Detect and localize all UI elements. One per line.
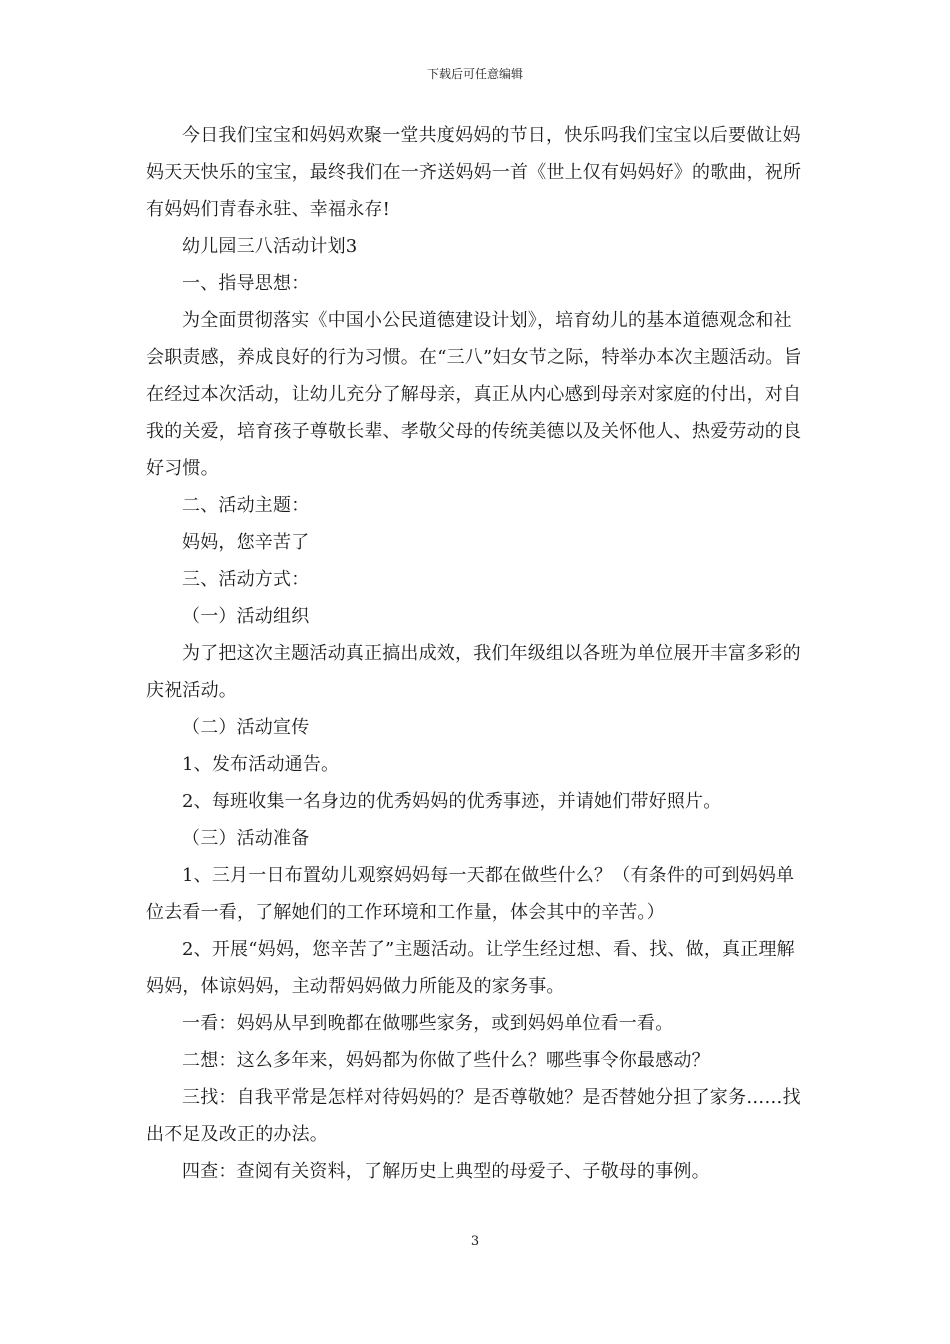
page-header: 下载后可任意编辑	[426, 67, 523, 81]
list-item: 二想：这么多年来，妈妈都为你做了些什么？哪些事令你最感动？	[182, 1050, 710, 1071]
heading-activity-method: 三、活动方式：	[182, 569, 310, 590]
page-number: 3	[470, 1234, 480, 1249]
section-title: 幼儿园三八活动计划3	[182, 236, 358, 257]
list-item: 2、每班收集一名身边的优秀妈妈的优秀事迹，并请她们带好照片。	[182, 791, 722, 812]
list-item: 一看：妈妈从早到晚都在做哪些家务，或到妈妈单位看一看。	[182, 1013, 674, 1034]
paragraph: 妈妈，您辛苦了	[182, 532, 310, 553]
heading-guiding-ideology: 一、指导思想：	[182, 273, 310, 294]
paragraph: 为全面贯彻落实《中国小公民道德建设计划》，培育幼儿的基本道德观念和社会职责感，养成良好的行为习惯。在“三八”妇女节之际，特举办本次主题活动。旨在经过本次活动，让幼儿充分了解母亲，真正从内心感到母亲对家庭的付出，对自我的关爱，培育孩子尊敬长辈、孝敬父母的传统美德以及关怀他人、热爱劳动的良好习惯。	[146, 310, 802, 479]
subheading-organization: （一）活动组织	[182, 606, 310, 627]
list-item: 1、三月一日布置幼儿观察妈妈每一天都在做些什么？（有条件的可到妈妈单位去看一看，了解她们的工作环境和工作量，体会其中的辛苦。）	[146, 865, 795, 923]
list-item: 三找：自我平常是怎样对待妈妈的？是否尊敬她？是否替她分担了家务……找出不足及改正的办法。	[146, 1087, 801, 1145]
document-body	[146, 117, 806, 1190]
list-item: 四查：查阅有关资料，了解历史上典型的母爱子、子敬母的事例。	[182, 1161, 710, 1182]
list-item: 1、发布活动通告。	[182, 754, 340, 775]
subheading-publicity: （二）活动宣传	[182, 717, 310, 738]
paragraph: 今日我们宝宝和妈妈欢聚一堂共度妈妈的节日，快乐吗我们宝宝以后要做让妈妈天天快乐的宝宝，最终我们在一齐送妈妈一首《世上仅有妈妈好》的歌曲，祝所有妈妈们青春永驻、幸福永存!	[146, 125, 802, 220]
list-item: 2、开展“妈妈，您辛苦了”主题活动。让学生经过想、看、找、做，真正理解妈妈，体谅妈妈，主动帮妈妈做力所能及的家务事。	[146, 939, 795, 997]
heading-activity-theme: 二、活动主题：	[182, 495, 310, 516]
subheading-preparation: （三）活动准备	[182, 828, 310, 849]
paragraph: 为了把这次主题活动真正搞出成效，我们年级组以各班为单位展开丰富多彩的庆祝活动。	[146, 643, 801, 701]
